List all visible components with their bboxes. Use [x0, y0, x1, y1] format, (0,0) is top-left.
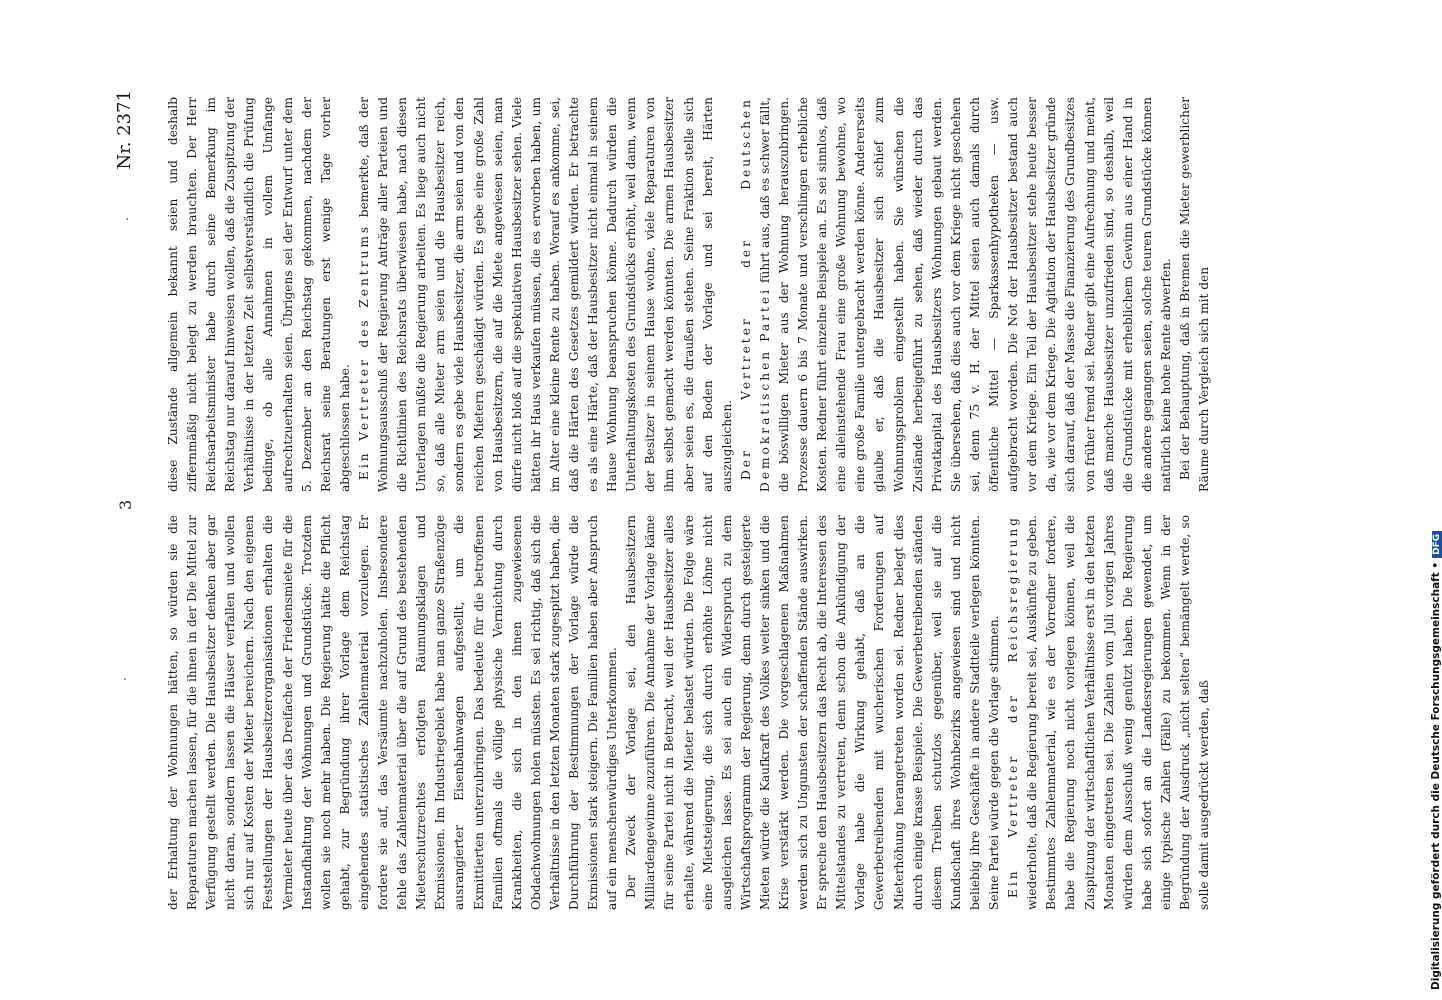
scan-speck: [124, 678, 126, 680]
left-column: [164, 515, 1284, 910]
document-page: [110, 90, 1290, 910]
page-number: 3: [116, 499, 135, 510]
page-header: [110, 90, 150, 910]
paragraph-text: Bei der Behauptung, daß in Bremen die Mieter gewerblicher Räume durch Vergleich sich mit den: [1177, 97, 1212, 492]
credit-text: Digitalisierung gefördert durch die Deutsche Forschungsgemeinschaft •: [1430, 561, 1442, 990]
paragraph: [355, 97, 737, 492]
right-column: [164, 97, 1284, 492]
paragraph-text: wiederholte, daß die Regierung bereit sei, Auskünfte zu geben. Bestimmtes Zahlenmaterial, wie es der Vorredner fordere, habe die Regierung noch nicht vorlegen können, weil die Zuspitzung der wirtschaftlichen Verhältnisse erst in den letzten Monaten eingetreten sei. Die Zahlen vom Juli vorigen Jahres würden dem Ausschuß wenig genützt haben. Die Regierung habe sich sofort an die Landesregierungen gewendet, um einige typische Zahlen (Fälle) zu bekommen. Wenn in der Begründung der Ausdruck „nicht selten“ bemängelt werde, so solle damit ausgedrückt werden, daß: [1025, 515, 1212, 910]
paragraph-text: Der Zweck der Vorlage sei, den Hausbesitzern Milliardengewinne zuzuführen. Die Annahme der Vorlage käme für seine Partei nicht in Betracht, weil der Hausbesitzer alles erhalte, während die Mieter belastet würden. Die Folge wäre eine Mietsteigerung, die sich durch erhöhte Löhne nicht ausgleichen lasse. Es sei auch ein Widerspruch zu dem Wirtschaftsprogramm der Regierung, denn durch gesteigerte Mieten würde die Kaufkraft des Volkes weiter sinken und die Krise verstärkt werden. Die vorgeschlagenen Maßnahmen werden sich zu Ungunsten der schaffenden Stände auswirken. Er spreche den Hausbesitzern das Recht ab, die Interessen des Mittelstandes zu vertreten, denn schon die Ankündigung der Vorlage habe die Wirkung gehabt, daß an die Gewerbetreibenden mit wucherischen Forderungen auf Mieterhöhung herangetreten worden sei. Redner belegt dies durch einige krasse Beispiele. Die Gewerbetreibenden ständen diesem Treiben schutzlos gegenüber, weil sie auf die Kundschaft ihres Wohnbezirks angewiesen sind und nicht beliebig ihre Geschäfte in andere Stadtteile verlegen könnten. Seine Partei würde gegen die Vorlage stimmen.: [624, 515, 1002, 910]
dfg-logo: DFG: [1432, 531, 1442, 558]
issue-number: Nr. 2371: [114, 90, 135, 170]
paragraph: [164, 515, 622, 910]
speaker-heading: Ein Vertreter der Reichsregierung: [1006, 515, 1021, 898]
paragraph: [737, 97, 1176, 492]
paragraph: [622, 515, 1004, 910]
speaker-heading: Ein Vertreter des Zentrums: [356, 223, 371, 480]
digitization-credit: [1418, 10, 1442, 990]
paragraph: [164, 97, 355, 492]
paragraph-text: diese Zustände allgemein bekannt seien und deshalb ziffernmäßig nicht belegt zu werden brauchten. Der Herr Reichsarbeitsminister habe durch seine Bemerkung im Reichstag nur darauf hinweisen wollen, daß die Zuspitzung der Verhältnisse in der letzten Zeit selbstverständlich die Prüfung bedinge, ob alle Annahmen in vollem Umfange aufrechtzuerhalten seien. Übrigens sei der Entwurf unter dem 5. Dezember an den Reichstag gekommen, nachdem der Reichsrat seine Beratungen erst wenige Tage vorher abgeschlossen habe.: [166, 97, 352, 492]
paragraph: [1004, 515, 1214, 910]
credit-text-wrapper: [1430, 531, 1442, 990]
scan-speck: [126, 218, 128, 220]
paragraph-text: der Erhaltung der Wohnungen hätten, so würden sie die Reparaturen machen lassen, für die ihnen in der Die Mittel zur Verfügung gestellt werden. Die Hausbesitzer denken aber gar nicht daran, sondern lassen die Häuser verfallen und wollen sich nur auf Kosten der Mieter bereichern. Nach den eigenen Feststellungen der Hausbesitzerorganisationen erhalten die Vermieter heute über das Dreifache der Friedensmiete für die Instandhaltung der Wohnungen und Grundstücke. Trotzdem wollen sie noch mehr haben. Die Regierung hätte die Pflicht gehabt, zur Begründung ihrer Vorlage dem Reichstag eingehendes statistisches Zahlenmaterial vorzulegen. Er fordere sie auf, das Versäumte nachzuholen. Insbesondere fehle das Zahlenmaterial über die auf Grund des bestehenden Mieterschutzrechtes erfolgten Räumungsklagen und Exmissionen. Im Industriegebiet habe man ganze Straßenzüge ausrangierter Eisenbahnwagen aufgestellt, um die Exmittierten unterzubringen. Das bedeute für die betroffenen Familien oftmals die völlige physische Vernichtung durch Krankheiten, die sich in den ihnen zugewiesenen Obdachwohnungen holen müssten. Es sei richtig, daß sich die Verhältnisse in den letzten Monaten stark zugespitzt haben, die Durchführung der Bestimmungen der Vorlage würde die Exmissionen stark steigern. Die Familien haben aber Anspruch auf ein menschenwürdiges Unterkommen.: [166, 515, 620, 910]
paragraph-text: bemerkte, daß der Wohnungsausschuß der Regierung Anträge aller Parteien und die Richtlinien des Reichsrats überwiesen habe, nach diesen Unterlagen müßte die Regierung arbeiten. Es liege auch nicht so, daß alle Mieter arm seien und die Hausbesitzer reich, sondern es gebe viele Hausbesitzer, die arm seien und von den reichen Mietern geschädigt würden. Es gebe eine große Zahl von Hausbesitzern, die auf die Miete angewiesen seien, man dürfe nicht bloß auf die spekulativen Hausbesitzer sehen. Viele hätten ihr Haus verkaufen müssen, die es erworben haben, um im Alter eine kleine Rente zu haben. Worauf es ankomme, sei, daß die Härten des Gesetzes gemildert würden. Er betrachte es als eine Härte, daß der Hausbesitzer nicht einmal in seinem Hause Wohnung beanspruchen könne. Dadurch würden die Unterhaltungskosten des Grundstücks erhöht, weil dann, wenn der Besitzer in seinem Hause wohne, viele Reparaturen von ihm selbst gemacht werden könnten. Die armen Hausbesitzer aber seien es, die draußen stehen. Seine Fraktion stelle sich auf den Boden der Vorlage und sei bereit, Härten auszugleichen.: [356, 96, 734, 492]
paragraph: [1176, 97, 1214, 492]
speaker-heading: Der Vertreter der Deutschen Demokratischen Partei: [738, 97, 772, 492]
paragraph-text: führt aus, daß es schwer fällt, die böswilligen Mieter aus der Wohnung herauszubringen. Prozesse dauern 6 bis 7 Monate und verschlingen erhebliche Kosten. Redner führt einzelne Beispiele an. Es sei sinnlos, daß eine alleinstehende Frau eine große Wohnung bewohne, wo eine große Familie untergebracht werden könne. Andererseits glaube er, daß die Hausbesitzer sich schief zum Wohnungsproblem eingestellt haben. Sie wünschen die Zustände herbeigeführt zu sehen, daß wieder durch das Privatkapital des Hausbesitzers Wohnungen gebaut werden. Sie übersehen, daß dies auch vor dem Kriege nicht geschehen sei, denn 75 v. H. der Mittel seien auch damals durch öffentliche Mittel — Sparkassenhypotheken — usw. aufgebracht worden. Die Not der Hausbesitzer bestand auch vor dem Kriege. Ein Teil der Hausbesitzer stehe heute besser da, wie vor dem Kriege. Die Agitation der Hausbesitzer gründe sich darauf, daß der Masse die Finanzierung des Grundbesitzes von früher fremd sei. Redner gibt eine Aufrechnung und meint, daß manche Hausbesitzer unzufrieden sind, so deshalb, weil die Grundstücke mit erheblichem Gewinn aus einer Hand in die andere gegangen seien, solche teuren Grundstücke können natürlich keine hohe Rente abwerfen.: [757, 97, 1173, 492]
